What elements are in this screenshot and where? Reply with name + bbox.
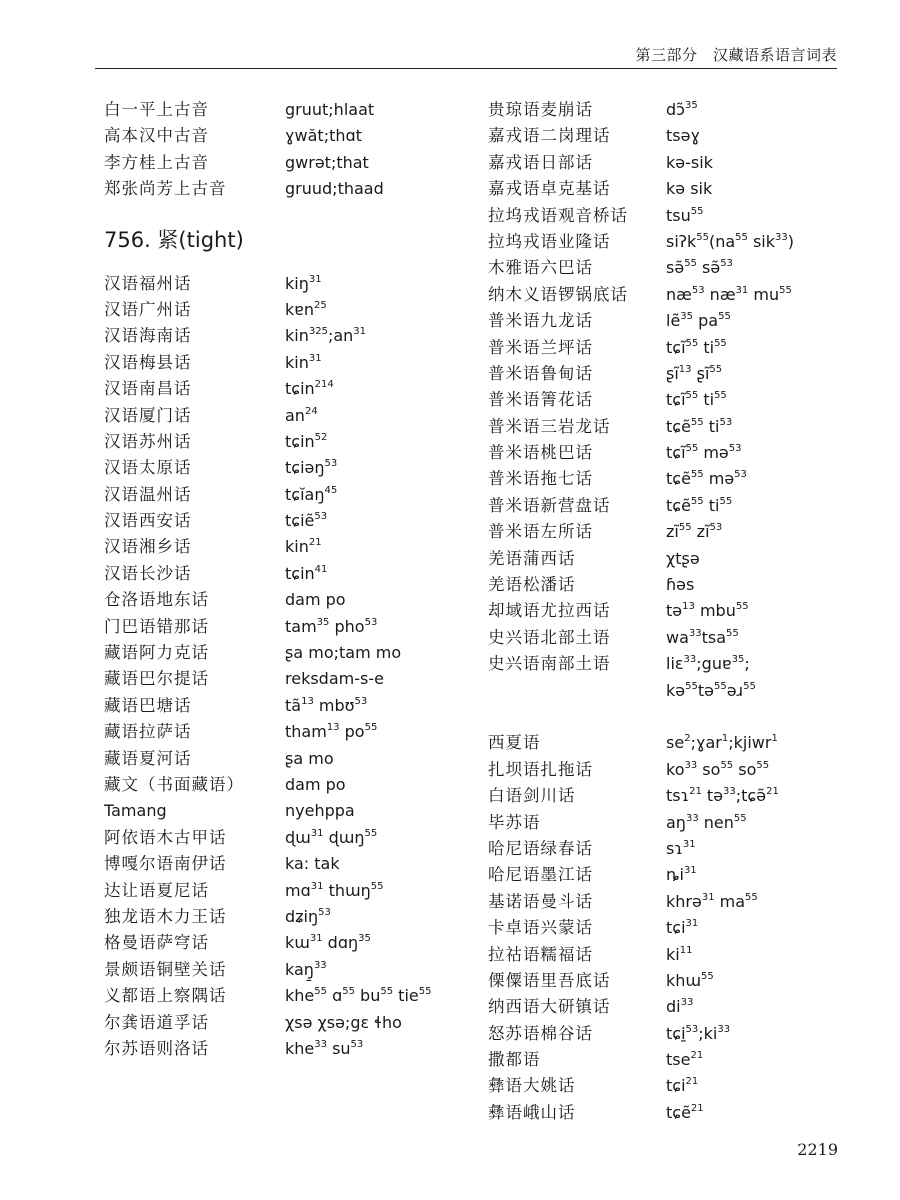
word-form: nyehppa bbox=[285, 801, 355, 821]
left-entry-list bbox=[104, 271, 474, 1063]
entry-row bbox=[488, 836, 848, 862]
language-name: 汉语苏州话 bbox=[104, 431, 192, 451]
entry-row bbox=[104, 851, 474, 877]
word-form: $se^2;ɣar^1;kjiwr^1$ bbox=[666, 733, 778, 753]
language-name: 景颇语铜壁关话 bbox=[104, 959, 227, 979]
language-name: 纳木义语锣锅底话 bbox=[488, 284, 628, 304]
word-form: dʑiŋ$^{53}$ bbox=[285, 906, 331, 926]
word-form: kin$^{21}$ bbox=[285, 537, 322, 557]
entry-row bbox=[488, 229, 848, 255]
entry-row bbox=[488, 1100, 848, 1126]
word-form: $an^{24}$ bbox=[285, 405, 318, 425]
entry-row bbox=[104, 614, 474, 640]
language-name: 普米语九龙话 bbox=[488, 311, 593, 331]
language-name: 普米语三岩龙话 bbox=[488, 416, 611, 436]
word-form: ʂĩ$^{13}$ ʂĩ$^{55}$ bbox=[666, 363, 723, 383]
language-name: 白一平上古音 bbox=[104, 100, 209, 119]
language-name: 羌语蒲西话 bbox=[488, 548, 576, 568]
entry-row bbox=[488, 678, 848, 704]
language-name: 达让语夏尼话 bbox=[104, 880, 209, 900]
entry-row bbox=[104, 693, 474, 719]
word-form: kə$^{55}$tə$^{55}$əɹ$^{55}$ bbox=[666, 680, 756, 700]
language-name: 义都语上察隅话 bbox=[104, 986, 227, 1006]
word-form: gruut;hlaat bbox=[285, 100, 375, 119]
language-name: 汉语厦门话 bbox=[104, 405, 192, 425]
language-name: Tamang bbox=[104, 801, 167, 821]
entry-row bbox=[104, 878, 474, 904]
entry-row bbox=[488, 651, 848, 677]
entry-row bbox=[488, 1021, 848, 1047]
entry-row bbox=[488, 387, 848, 413]
entry-row bbox=[488, 968, 848, 994]
entry-row bbox=[488, 994, 848, 1020]
word-form: dam po bbox=[285, 774, 346, 794]
word-form: tɕẽ$^{21}$ bbox=[666, 1102, 704, 1122]
entry-row bbox=[488, 1073, 848, 1099]
entry-row bbox=[104, 666, 474, 692]
language-name: 傈僳语里吾底话 bbox=[488, 970, 611, 990]
entry-row bbox=[488, 862, 848, 888]
word-form: χsə χsə;gɛ ɬho bbox=[285, 1012, 402, 1032]
language-name: 拉坞戎语业隆话 bbox=[488, 231, 611, 251]
language-name: 阿依语木古甲话 bbox=[104, 827, 227, 847]
word-form: kiŋ$^{31}$ bbox=[285, 273, 322, 293]
word-form: $kin^{325};an^{31}$ bbox=[285, 326, 367, 346]
word-form: tsu$^{55}$ bbox=[666, 205, 704, 225]
entry-row bbox=[488, 915, 848, 941]
word-form: kɐn$^{25}$ bbox=[285, 299, 327, 319]
word-form: kə sik bbox=[666, 179, 713, 199]
page-number: 2219 bbox=[797, 1140, 838, 1159]
entry-row bbox=[488, 730, 848, 756]
word-form: $tã^{13}$ mbʊ$^{53}$ bbox=[285, 695, 368, 715]
entry-row bbox=[104, 534, 474, 560]
word-form: tsɿ$^{21}$ tə$^{33}$;tɕə̃$^{21}$ bbox=[666, 786, 779, 806]
language-name: 汉语南昌话 bbox=[104, 379, 192, 399]
language-name: 嘉戎语二岗理话 bbox=[488, 126, 611, 146]
entry-row bbox=[488, 255, 848, 281]
entry-row bbox=[104, 123, 474, 149]
running-header: 第三部分 汉藏语系语言词表 bbox=[635, 46, 837, 64]
language-name: 汉语长沙话 bbox=[104, 563, 192, 583]
entry-row bbox=[104, 930, 474, 956]
entry-row bbox=[104, 323, 474, 349]
entry-row bbox=[104, 640, 474, 666]
language-name: 尔龚语道孚话 bbox=[104, 1012, 209, 1032]
entry-row bbox=[104, 376, 474, 402]
language-name: 普米语新营盘话 bbox=[488, 495, 611, 515]
word-form: ɖɯ$^{31}$ ɖɯŋ$^{55}$ bbox=[285, 827, 378, 847]
entry-row bbox=[488, 361, 848, 387]
entry-row bbox=[104, 957, 474, 983]
spacer bbox=[488, 704, 848, 730]
word-form: khe$^{33}$ $su^{53}$ bbox=[285, 1038, 364, 1058]
word-form: $næ^{53}$ $næ^{31}$ $mu^{55}$ bbox=[666, 284, 792, 304]
entry-row bbox=[104, 97, 474, 123]
word-form: tɕin$^{214}$ bbox=[285, 379, 334, 399]
language-name: 汉语西安话 bbox=[104, 511, 192, 531]
language-name: 拉祜语糯福话 bbox=[488, 944, 593, 964]
word-form: tɕĩ$^{55}$ $ti^{55}$ bbox=[666, 390, 727, 410]
entry-row bbox=[488, 1047, 848, 1073]
language-name: 汉语梅县话 bbox=[104, 352, 192, 372]
word-form: tsəɣ bbox=[666, 126, 700, 146]
language-name: 汉语太原话 bbox=[104, 458, 192, 478]
word-form: tɕẽ$^{55}$ $ti^{53}$ bbox=[666, 416, 733, 436]
entry-row bbox=[104, 825, 474, 851]
entry-row bbox=[488, 889, 848, 915]
word-form: kin$^{31}$ bbox=[285, 352, 322, 372]
word-form: tɕẽ$^{55}$ $ti^{55}$ bbox=[666, 495, 733, 515]
language-name: 门巴语错那话 bbox=[104, 616, 209, 636]
word-form: gwrət;that bbox=[285, 152, 369, 172]
right-column bbox=[488, 97, 848, 1126]
language-name: 李方桂上古音 bbox=[104, 152, 209, 172]
entry-row bbox=[104, 798, 474, 824]
word-form: gruud;thaad bbox=[285, 179, 384, 199]
word-form: tɕiəŋ$^{53}$ bbox=[285, 458, 338, 478]
language-name: 史兴语南部土语 bbox=[488, 654, 611, 674]
entry-row bbox=[104, 1010, 474, 1036]
entry-row bbox=[104, 429, 474, 455]
language-name: 汉语广州话 bbox=[104, 299, 192, 319]
entry-row bbox=[104, 1036, 474, 1062]
language-name: 西夏语 bbox=[488, 733, 541, 753]
word-form: χtʂə bbox=[666, 548, 700, 568]
entry-row bbox=[104, 719, 474, 745]
word-form: tɕin$^{41}$ bbox=[285, 563, 328, 583]
language-name: 藏语巴塘话 bbox=[104, 695, 192, 715]
language-name: 汉语温州话 bbox=[104, 484, 192, 504]
language-name: 扎坝语扎拖话 bbox=[488, 759, 593, 779]
language-name: 羌语松潘话 bbox=[488, 575, 576, 595]
entry-row bbox=[488, 308, 848, 334]
language-name: 史兴语北部土语 bbox=[488, 627, 611, 647]
language-name: 仓洛语地东话 bbox=[104, 590, 209, 610]
entry-row bbox=[488, 440, 848, 466]
language-name: 郑张尚芳上古音 bbox=[104, 179, 227, 199]
right-entry-list bbox=[488, 97, 848, 1126]
entry-row bbox=[488, 97, 848, 123]
language-name: 木雅语六巴话 bbox=[488, 258, 593, 278]
language-name: 普米语拖七话 bbox=[488, 469, 593, 489]
word-form: $aŋ^{33}$ nen$^{55}$ bbox=[666, 812, 747, 832]
header-rule bbox=[95, 68, 837, 69]
word-form: khɯ$^{55}$ bbox=[666, 970, 714, 990]
word-form: liɛ$^{33}$;guɐ$^{35}$; bbox=[666, 654, 750, 674]
word-form: tɕĩ$^{55}$ $ti^{55}$ bbox=[666, 337, 727, 357]
language-name: 纳西语大研镇话 bbox=[488, 997, 611, 1017]
word-form: $ȵi^{31}$ bbox=[666, 865, 697, 885]
language-name: 汉语福州话 bbox=[104, 273, 192, 293]
language-name: 哈尼语绿春话 bbox=[488, 838, 593, 858]
language-name: 怒苏语棉谷话 bbox=[488, 1023, 593, 1043]
entry-row bbox=[488, 546, 848, 572]
entry-row bbox=[104, 587, 474, 613]
entry-row bbox=[104, 350, 474, 376]
entry-row bbox=[488, 493, 848, 519]
word-form: tɕi$^{31}$ bbox=[666, 918, 699, 938]
word-form: $wa^{33}tsa^{55}$ bbox=[666, 627, 739, 647]
entry-row bbox=[104, 271, 474, 297]
word-form: tam$^{35}$ pho$^{53}$ bbox=[285, 616, 378, 636]
word-form: tɕin$^{52}$ bbox=[285, 431, 328, 451]
word-form: kə-sik bbox=[666, 152, 713, 172]
word-form: sɿ$^{31}$ bbox=[666, 838, 696, 858]
word-form: mɑ$^{31}$ thɯŋ$^{55}$ bbox=[285, 880, 384, 900]
entry-row bbox=[488, 625, 848, 651]
word-form: ʂa mo bbox=[285, 748, 334, 768]
language-name: 基诺语曼斗话 bbox=[488, 891, 593, 911]
language-name: 高本汉中古音 bbox=[104, 126, 209, 146]
entry-row bbox=[104, 983, 474, 1009]
word-form: $ki^{11}$ bbox=[666, 944, 693, 964]
language-name: 藏文（书面藏语） bbox=[104, 774, 244, 794]
language-name: 普米语左所话 bbox=[488, 522, 593, 542]
entry-row bbox=[488, 519, 848, 545]
language-name: 白语剑川话 bbox=[488, 786, 576, 806]
language-name: 独龙语木力王话 bbox=[104, 906, 227, 926]
word-form: tham$^{13}$ $po^{55}$ bbox=[285, 722, 378, 742]
language-name: 卡卓语兴蒙话 bbox=[488, 918, 593, 938]
entry-row bbox=[104, 176, 474, 202]
entry-row bbox=[488, 757, 848, 783]
language-name: 尔苏语则洛话 bbox=[104, 1038, 209, 1058]
language-name: 彝语大姚话 bbox=[488, 1076, 576, 1096]
word-form: tɕĭaŋ$^{45}$ bbox=[285, 484, 338, 504]
word-form: $di^{33}$ bbox=[666, 997, 694, 1017]
language-name: 拉坞戎语观音桥话 bbox=[488, 205, 628, 225]
entry-row bbox=[488, 598, 848, 624]
entry-row bbox=[488, 810, 848, 836]
entry-row bbox=[104, 904, 474, 930]
word-form: dɔ̃$^{35}$ bbox=[666, 100, 698, 119]
word-form: tɕẽ$^{55}$ mə$^{53}$ bbox=[666, 469, 747, 489]
entry-row bbox=[488, 414, 848, 440]
language-name: 普米语桃巴话 bbox=[488, 443, 593, 463]
word-form: tɕi$^{21}$ bbox=[666, 1076, 699, 1096]
word-form: tə$^{13}$ mbu$^{55}$ bbox=[666, 601, 749, 621]
old-chinese-reconstructions bbox=[104, 97, 474, 203]
language-name: 藏语拉萨话 bbox=[104, 722, 192, 742]
language-name: 普米语兰坪话 bbox=[488, 337, 593, 357]
word-form: $zĩ^{55}$ $zĩ^{53}$ bbox=[666, 522, 723, 542]
entry-row bbox=[104, 561, 474, 587]
word-form: tɕiẽ$^{53}$ bbox=[285, 511, 328, 531]
language-name: 贵琼语麦崩话 bbox=[488, 100, 593, 119]
word-form: kɯ$^{31}$ dɑŋ$^{35}$ bbox=[285, 933, 371, 953]
language-name: 汉语海南话 bbox=[104, 326, 192, 346]
entry-row bbox=[488, 572, 848, 598]
word-form: tɕĩ$^{55}$ mə$^{53}$ bbox=[666, 443, 742, 463]
language-name: 普米语箐花话 bbox=[488, 390, 593, 410]
word-form: ɣwăt;thɑt bbox=[285, 126, 362, 146]
entry-row bbox=[104, 746, 474, 772]
word-form: $siʔk^{55}(na^{55}$ sik$^{33}$) bbox=[666, 231, 794, 251]
section-title: 756. 紧(tight) bbox=[104, 227, 244, 252]
entry-row bbox=[104, 455, 474, 481]
language-name: 嘉戎语日部话 bbox=[488, 152, 593, 172]
entry-row bbox=[488, 282, 848, 308]
entry-row bbox=[488, 335, 848, 361]
word-form: $ko^{33}$ $so^{55}$ $so^{55}$ bbox=[666, 759, 770, 779]
entry-row bbox=[104, 482, 474, 508]
word-form: ʂa mo;tam mo bbox=[285, 643, 402, 663]
entry-row bbox=[104, 403, 474, 429]
word-form: lẽ$^{35}$ $pa^{55}$ bbox=[666, 311, 731, 331]
language-name: 却域语尤拉西话 bbox=[488, 601, 611, 621]
language-name: 普米语鲁甸话 bbox=[488, 363, 593, 383]
word-form: sə̃$^{55}$ sə̃$^{53}$ bbox=[666, 258, 733, 278]
language-name: 撒都语 bbox=[488, 1050, 541, 1070]
entry-row bbox=[104, 772, 474, 798]
language-name: 嘉戎语卓克基话 bbox=[488, 179, 611, 199]
word-form: khrə$^{31}$ $ma^{55}$ bbox=[666, 891, 758, 911]
entry-row bbox=[104, 508, 474, 534]
entry-row bbox=[488, 150, 848, 176]
language-name: 哈尼语墨江话 bbox=[488, 865, 593, 885]
entry-row bbox=[488, 176, 848, 202]
language-name: 博嘎尔语南伊话 bbox=[104, 854, 227, 874]
language-name: 格曼语萨穹话 bbox=[104, 933, 209, 953]
word-form: reksdam-s-e bbox=[285, 669, 384, 689]
entry-row bbox=[488, 123, 848, 149]
language-name: 藏语巴尔提话 bbox=[104, 669, 209, 689]
language-name: 彝语峨山话 bbox=[488, 1102, 576, 1122]
entry-row bbox=[488, 783, 848, 809]
language-name: 藏语阿力克话 bbox=[104, 643, 209, 663]
language-name: 藏语夏河话 bbox=[104, 748, 192, 768]
entry-row bbox=[488, 203, 848, 229]
left-column bbox=[104, 97, 474, 1062]
word-form: dam po bbox=[285, 590, 346, 610]
word-form: kaŋ̱$^{33}$ bbox=[285, 959, 327, 979]
word-form: khe$^{55}$ ɑ$^{55}$ $bu^{55}$ tie$^{55}$ bbox=[285, 986, 432, 1006]
language-name: 汉语湘乡话 bbox=[104, 537, 192, 557]
entry-row bbox=[488, 942, 848, 968]
language-name: 毕苏语 bbox=[488, 812, 541, 832]
word-form: tse$^{21}$ bbox=[666, 1050, 704, 1070]
word-form: ka: tak bbox=[285, 854, 340, 874]
entry-row bbox=[488, 466, 848, 492]
word-form: $tɕi̱^{53};ki^{33}$ bbox=[666, 1023, 731, 1043]
entry-row bbox=[104, 297, 474, 323]
entry-row bbox=[104, 150, 474, 176]
word-form: ɦəs bbox=[666, 575, 695, 595]
